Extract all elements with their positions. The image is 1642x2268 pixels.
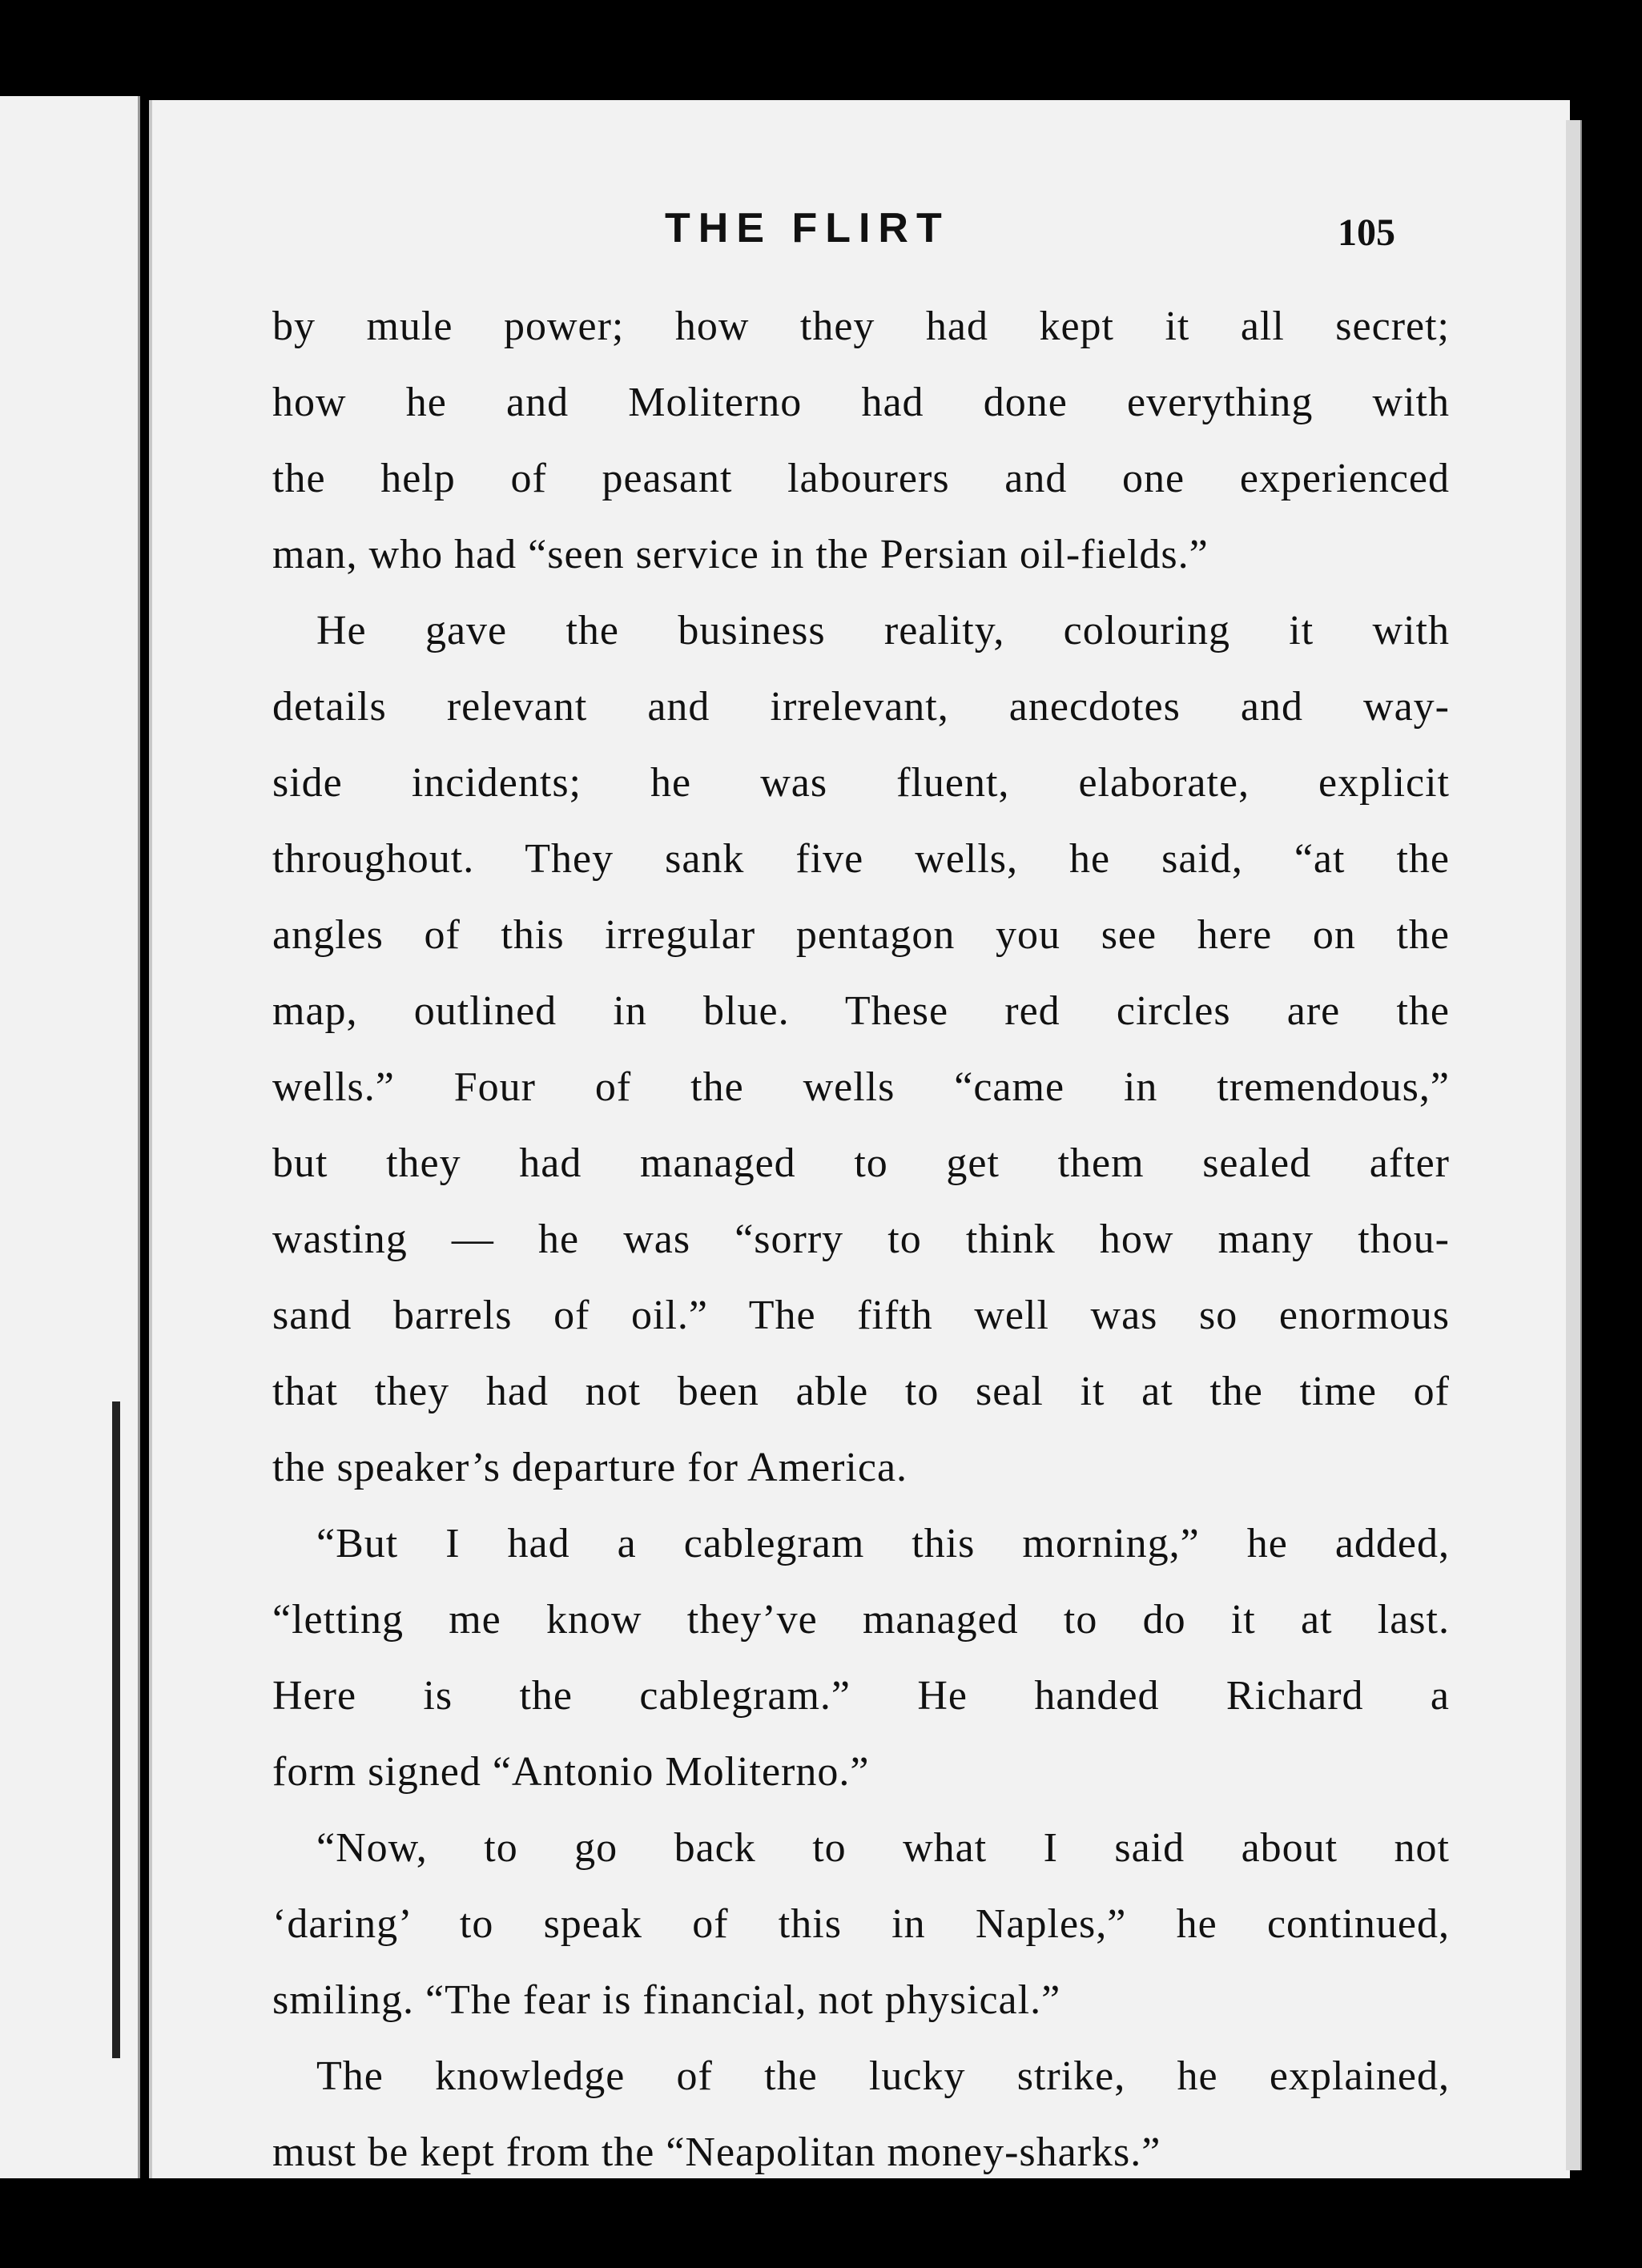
text-line: ‘daring’ to speak of this in Naples,” he continued,: [272, 1901, 1450, 1947]
page-number: 105: [1338, 211, 1395, 254]
text-line: that they had not been able to seal it at the time of: [272, 1369, 1450, 1414]
body-text: [272, 288, 1450, 2190]
text-line: details relevant and irrelevant, anecdotes and way-: [272, 684, 1450, 730]
text-line: man, who had “seen service in the Persian oil-fields.”: [272, 532, 1209, 577]
text-line: “But I had a cablegram this morning,” he added,: [316, 1521, 1450, 1566]
text-line: sand barrels of oil.” The fifth well was so enormous: [272, 1293, 1450, 1338]
text-line: The knowledge of the lucky strike, he explained,: [316, 2053, 1450, 2099]
text-line: throughout. They sank five wells, he said, “at the: [272, 836, 1450, 882]
text-line: how he and Moliterno had done everything with: [272, 380, 1450, 425]
running-title: THE FLIRT: [665, 205, 950, 251]
text-line: the help of peasant labourers and one experienced: [272, 456, 1450, 501]
text-line: “letting me know they’ve managed to do it at last.: [272, 1597, 1450, 1643]
text-line: side incidents; he was fluent, elaborate, explicit: [272, 760, 1450, 806]
text-line: angles of this irregular pentagon you see here on the: [272, 912, 1450, 958]
text-line: Here is the cablegram.” He handed Richard a: [272, 1673, 1450, 1719]
text-line: wasting — he was “sorry to think how many thou-: [272, 1216, 1450, 1262]
paragraph-5: [272, 2038, 1450, 2190]
text-line: smiling. “The fear is financial, not physical.”: [272, 1977, 1061, 2023]
text-line: map, outlined in blue. These red circles are the: [272, 988, 1450, 1034]
text-line: He gave the business reality, colouring it with: [316, 608, 1450, 653]
text-line: wells.” Four of the wells “came in tremendous,”: [272, 1064, 1450, 1110]
binding-shadow: [112, 1401, 120, 2058]
book-page: [149, 100, 1570, 2178]
page-edge-shadow: [1566, 120, 1582, 2170]
text-line: by mule power; how they had kept it all secret;: [272, 304, 1450, 349]
paragraph-1: [272, 288, 1450, 593]
paragraph-3: [272, 1506, 1450, 1810]
text-line: must be kept from the “Neapolitan money-sharks.”: [272, 2129, 1161, 2175]
text-line: the speaker’s departure for America.: [272, 1445, 908, 1490]
paragraph-2: [272, 593, 1450, 1506]
paragraph-4: [272, 1810, 1450, 2038]
text-line: but they had managed to get them sealed after: [272, 1140, 1450, 1186]
text-line: “Now, to go back to what I said about not: [316, 1825, 1450, 1871]
text-line: form signed “Antonio Moliterno.”: [272, 1749, 870, 1795]
